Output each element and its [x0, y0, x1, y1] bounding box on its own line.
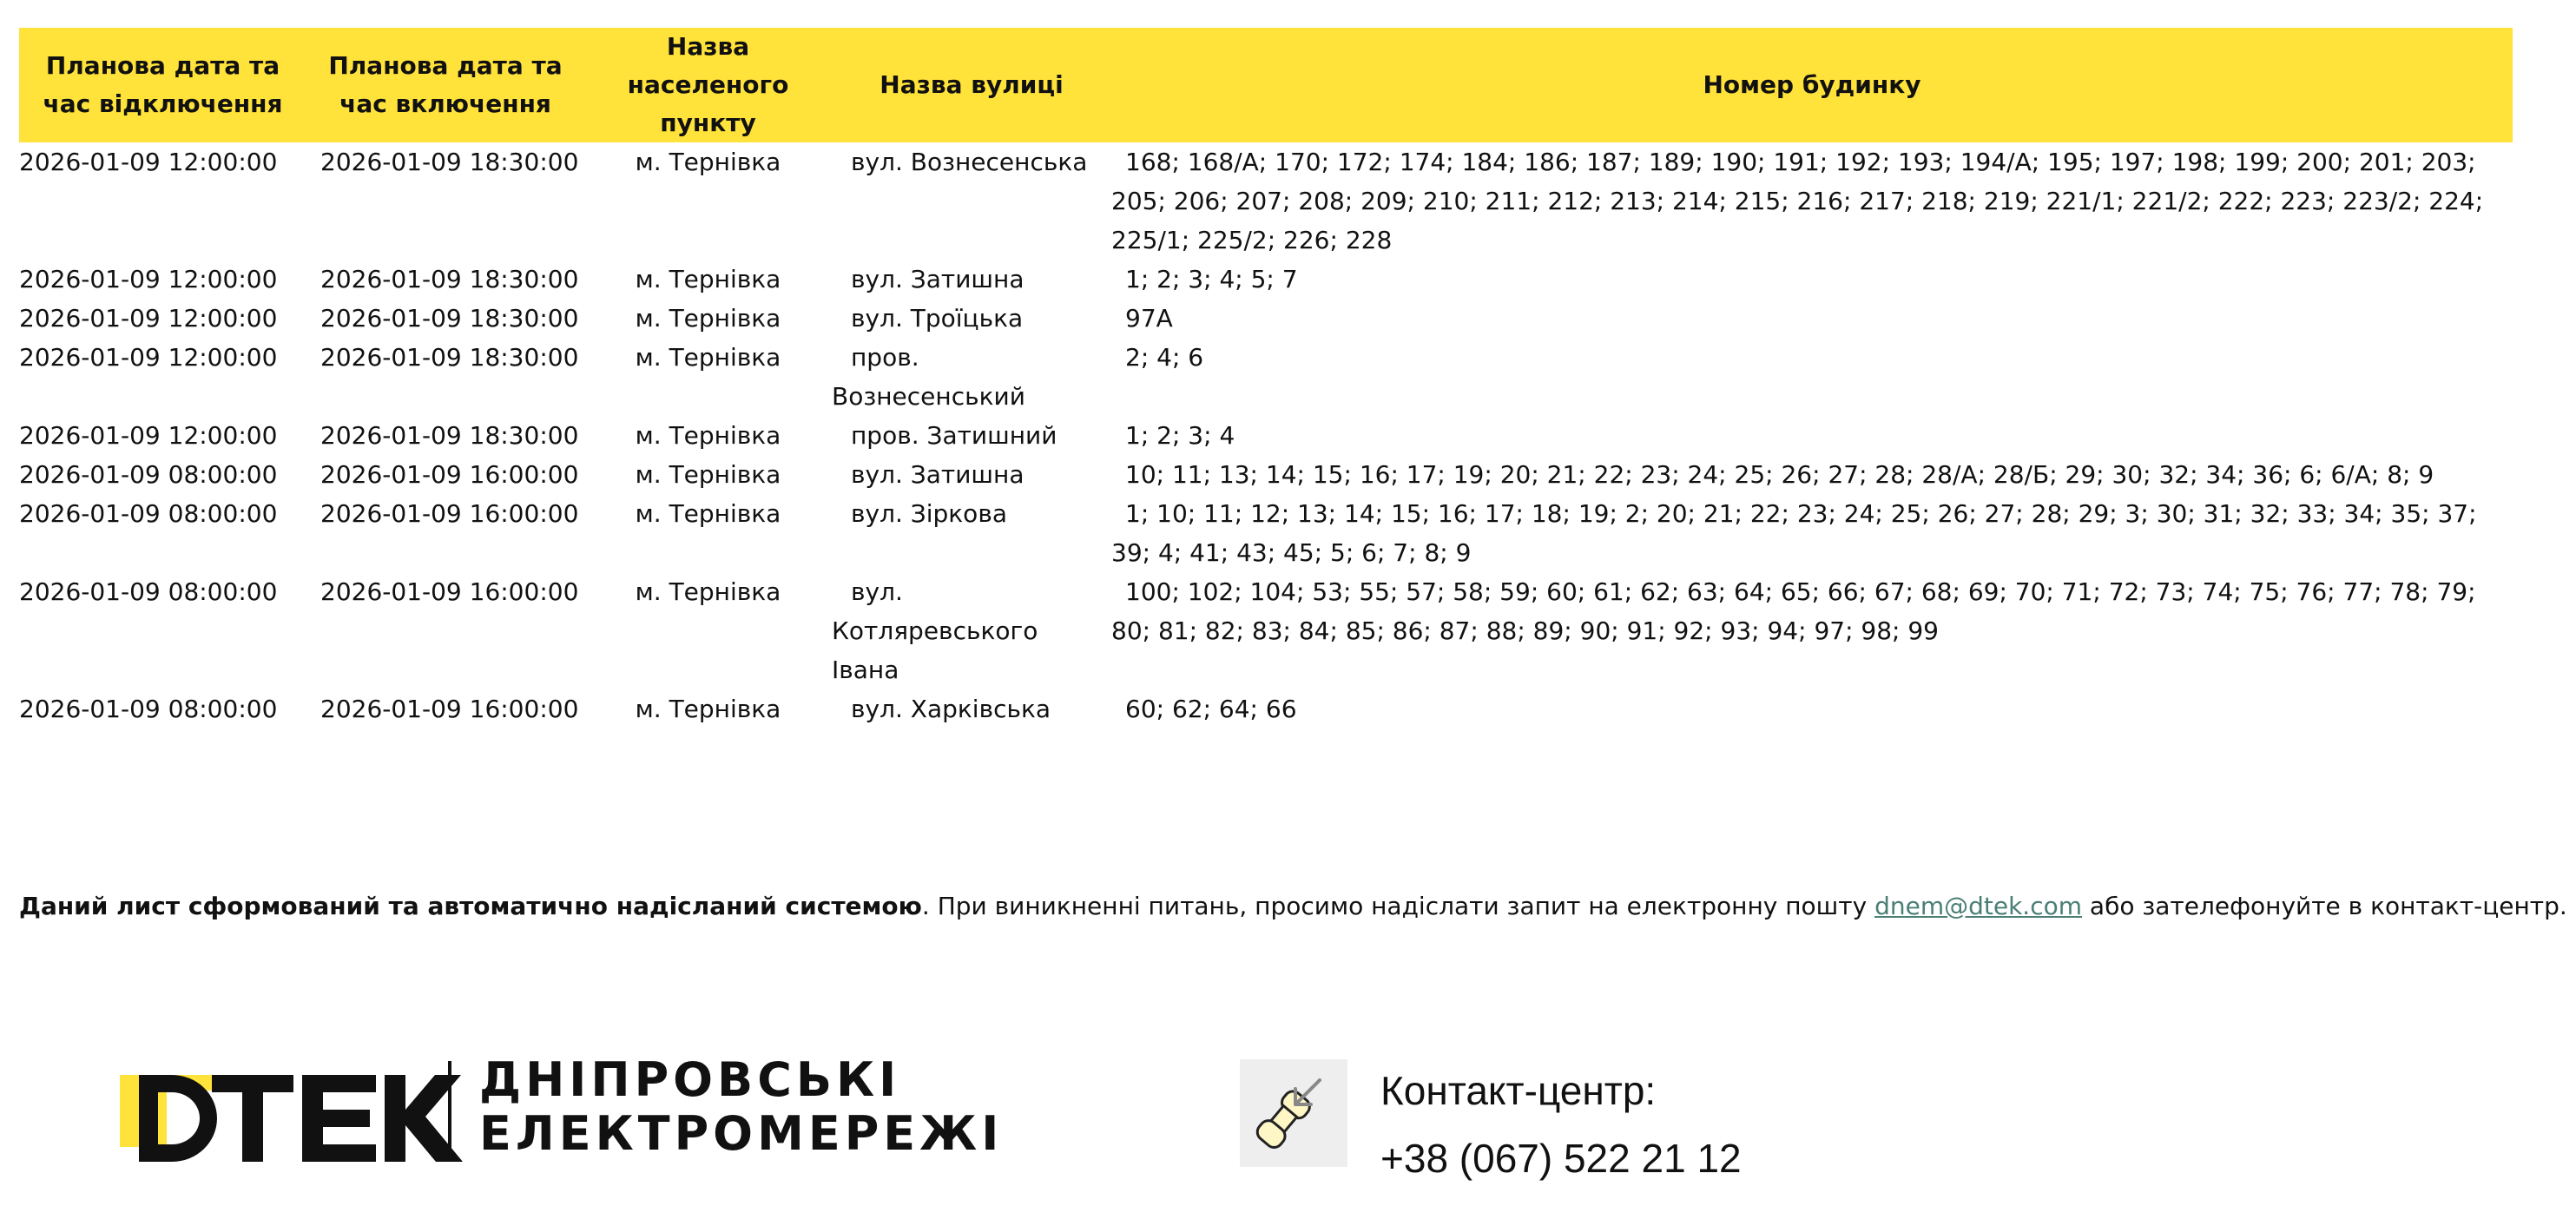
cell-houses: 1; 10; 11; 12; 13; 14; 15; 16; 17; 18; 19; 2; 20; 21; 22; 23; 24; 25; 26; 27; 28; 29; 3; 30; 31; 32; 33; 34; 35; 37; 39; 4; 41; 43; 45; 5; 6; 7; 8; 9 — [1111, 499, 2477, 567]
cell-city: м. Тернівка — [635, 265, 781, 293]
cell-city: м. Тернівка — [635, 421, 781, 450]
cell-on: 2026-01-09 16:00:00 — [320, 499, 579, 528]
footer-note — [19, 889, 2567, 924]
contact-phone: +38 (067) 522 21 12 — [1380, 1136, 1742, 1181]
table-row — [19, 689, 2513, 728]
cell-houses: 100; 102; 104; 53; 55; 57; 58; 59; 60; 61; 62; 63; 64; 65; 66; 67; 68; 69; 70; 71; 72; 73; 74; 75; 76; 77; 78; 79; 80; 81; 82; 83; 84; 85; 86; 87; 88; 89; 90; 91; 92; 93; 94; 97; 98; 99 — [1111, 577, 2476, 645]
cell-street: вул. Вознесенська — [851, 148, 1088, 176]
cell-on: 2026-01-09 18:30:00 — [320, 148, 579, 176]
cell-city: м. Тернівка — [635, 577, 781, 606]
contact-center-label: Контакт-центр: — [1380, 1068, 1657, 1113]
cell-on: 2026-01-09 18:30:00 — [320, 343, 579, 372]
cell-city: м. Тернівка — [635, 304, 781, 333]
cell-city: м. Тернівка — [635, 499, 781, 528]
logo-divider — [448, 1061, 451, 1160]
cell-off: 2026-01-09 12:00:00 — [19, 343, 278, 372]
table-row — [19, 260, 2513, 299]
cell-off: 2026-01-09 08:00:00 — [19, 695, 278, 723]
header-city: Назва населеного пункту — [584, 28, 832, 142]
cell-houses: 168; 168/А; 170; 172; 174; 184; 186; 187; 189; 190; 191; 192; 193; 194/А; 195; 197; 198; 199; 200; 201; 203; 205; 206; 207; 208; 209; 210; 211; 212; 213; 214; 215; 216; 217; 218; 219; 221/1; 221/2; 222; 223; 223/2; 224; 225/1; 225/2; 226; 228 — [1111, 148, 2484, 254]
brand-name-line2: ЕЛЕКТРОМЕРЕЖІ — [479, 1106, 1004, 1161]
footer-bold-text: Даний лист сформований та автоматично надісланий системою — [19, 892, 922, 920]
header-street: Назва вулиці — [832, 28, 1111, 142]
footer-text-after-email: або зателефонуйте в контакт-центр. — [2082, 892, 2567, 920]
header-off: Планова дата та час відключення — [19, 28, 306, 142]
table-row — [19, 572, 2513, 689]
cell-street: вул. Зіркова — [851, 499, 1007, 528]
cell-off: 2026-01-09 12:00:00 — [19, 148, 278, 176]
cell-on: 2026-01-09 18:30:00 — [320, 304, 579, 333]
cell-off: 2026-01-09 12:00:00 — [19, 304, 278, 333]
cell-street: вул. Затишна — [851, 460, 1024, 489]
cell-street: вул. Харківська — [851, 695, 1051, 723]
cell-street: вул. Троїцька — [851, 304, 1024, 333]
cell-city: м. Тернівка — [635, 343, 781, 372]
cell-on: 2026-01-09 16:00:00 — [320, 460, 579, 489]
cell-houses: 2; 4; 6 — [1125, 343, 1204, 372]
cell-street: вул. Котляревського Івана — [832, 577, 1038, 684]
cell-houses: 97А — [1125, 304, 1173, 333]
cell-city: м. Тернівка — [635, 695, 781, 723]
email-link[interactable]: dnem@dtek.com — [1874, 892, 2083, 920]
cell-houses: 10; 11; 13; 14; 15; 16; 17; 19; 20; 21; 22; 23; 24; 25; 26; 27; 28; 28/А; 28/Б; 29; 30; 32; 34; 36; 6; 6/А; 8; 9 — [1125, 460, 2434, 489]
cell-off: 2026-01-09 12:00:00 — [19, 265, 278, 293]
table-body — [19, 142, 2513, 728]
cell-houses: 60; 62; 64; 66 — [1125, 695, 1297, 723]
header-house: Номер будинку — [1111, 28, 2513, 142]
cell-city: м. Тернівка — [635, 148, 781, 176]
cell-off: 2026-01-09 08:00:00 — [19, 460, 278, 489]
cell-houses: 1; 2; 3; 4 — [1125, 421, 1235, 450]
outage-table — [19, 28, 2513, 728]
phone-icon — [1240, 1059, 1347, 1167]
table-row — [19, 142, 2513, 260]
table-header-row — [19, 28, 2513, 142]
table-row — [19, 299, 2513, 338]
header-on: Планова дата та час включення — [306, 28, 584, 142]
cell-city: м. Тернівка — [635, 460, 781, 489]
brand-name-line1: ДНІПРОВСЬКІ — [479, 1052, 901, 1107]
cell-street: пров. Вознесенський — [832, 343, 1025, 411]
cell-off: 2026-01-09 08:00:00 — [19, 577, 278, 606]
cell-off: 2026-01-09 12:00:00 — [19, 421, 278, 450]
footer-text-before-email: . При виникненні питань, просимо надіслати запит на електронну пошту — [921, 892, 1875, 920]
cell-street: вул. Затишна — [851, 265, 1024, 293]
table-row — [19, 416, 2513, 455]
cell-houses: 1; 2; 3; 4; 5; 7 — [1125, 265, 1298, 293]
cell-on: 2026-01-09 18:30:00 — [320, 265, 579, 293]
table-row — [19, 455, 2513, 494]
cell-on: 2026-01-09 18:30:00 — [320, 421, 579, 450]
cell-street: пров. Затишний — [851, 421, 1057, 450]
cell-off: 2026-01-09 08:00:00 — [19, 499, 278, 528]
cell-on: 2026-01-09 16:00:00 — [320, 577, 579, 606]
cell-on: 2026-01-09 16:00:00 — [320, 695, 579, 723]
table-row — [19, 494, 2513, 572]
dtek-logo-mark — [120, 1075, 463, 1162]
table-row — [19, 338, 2513, 416]
